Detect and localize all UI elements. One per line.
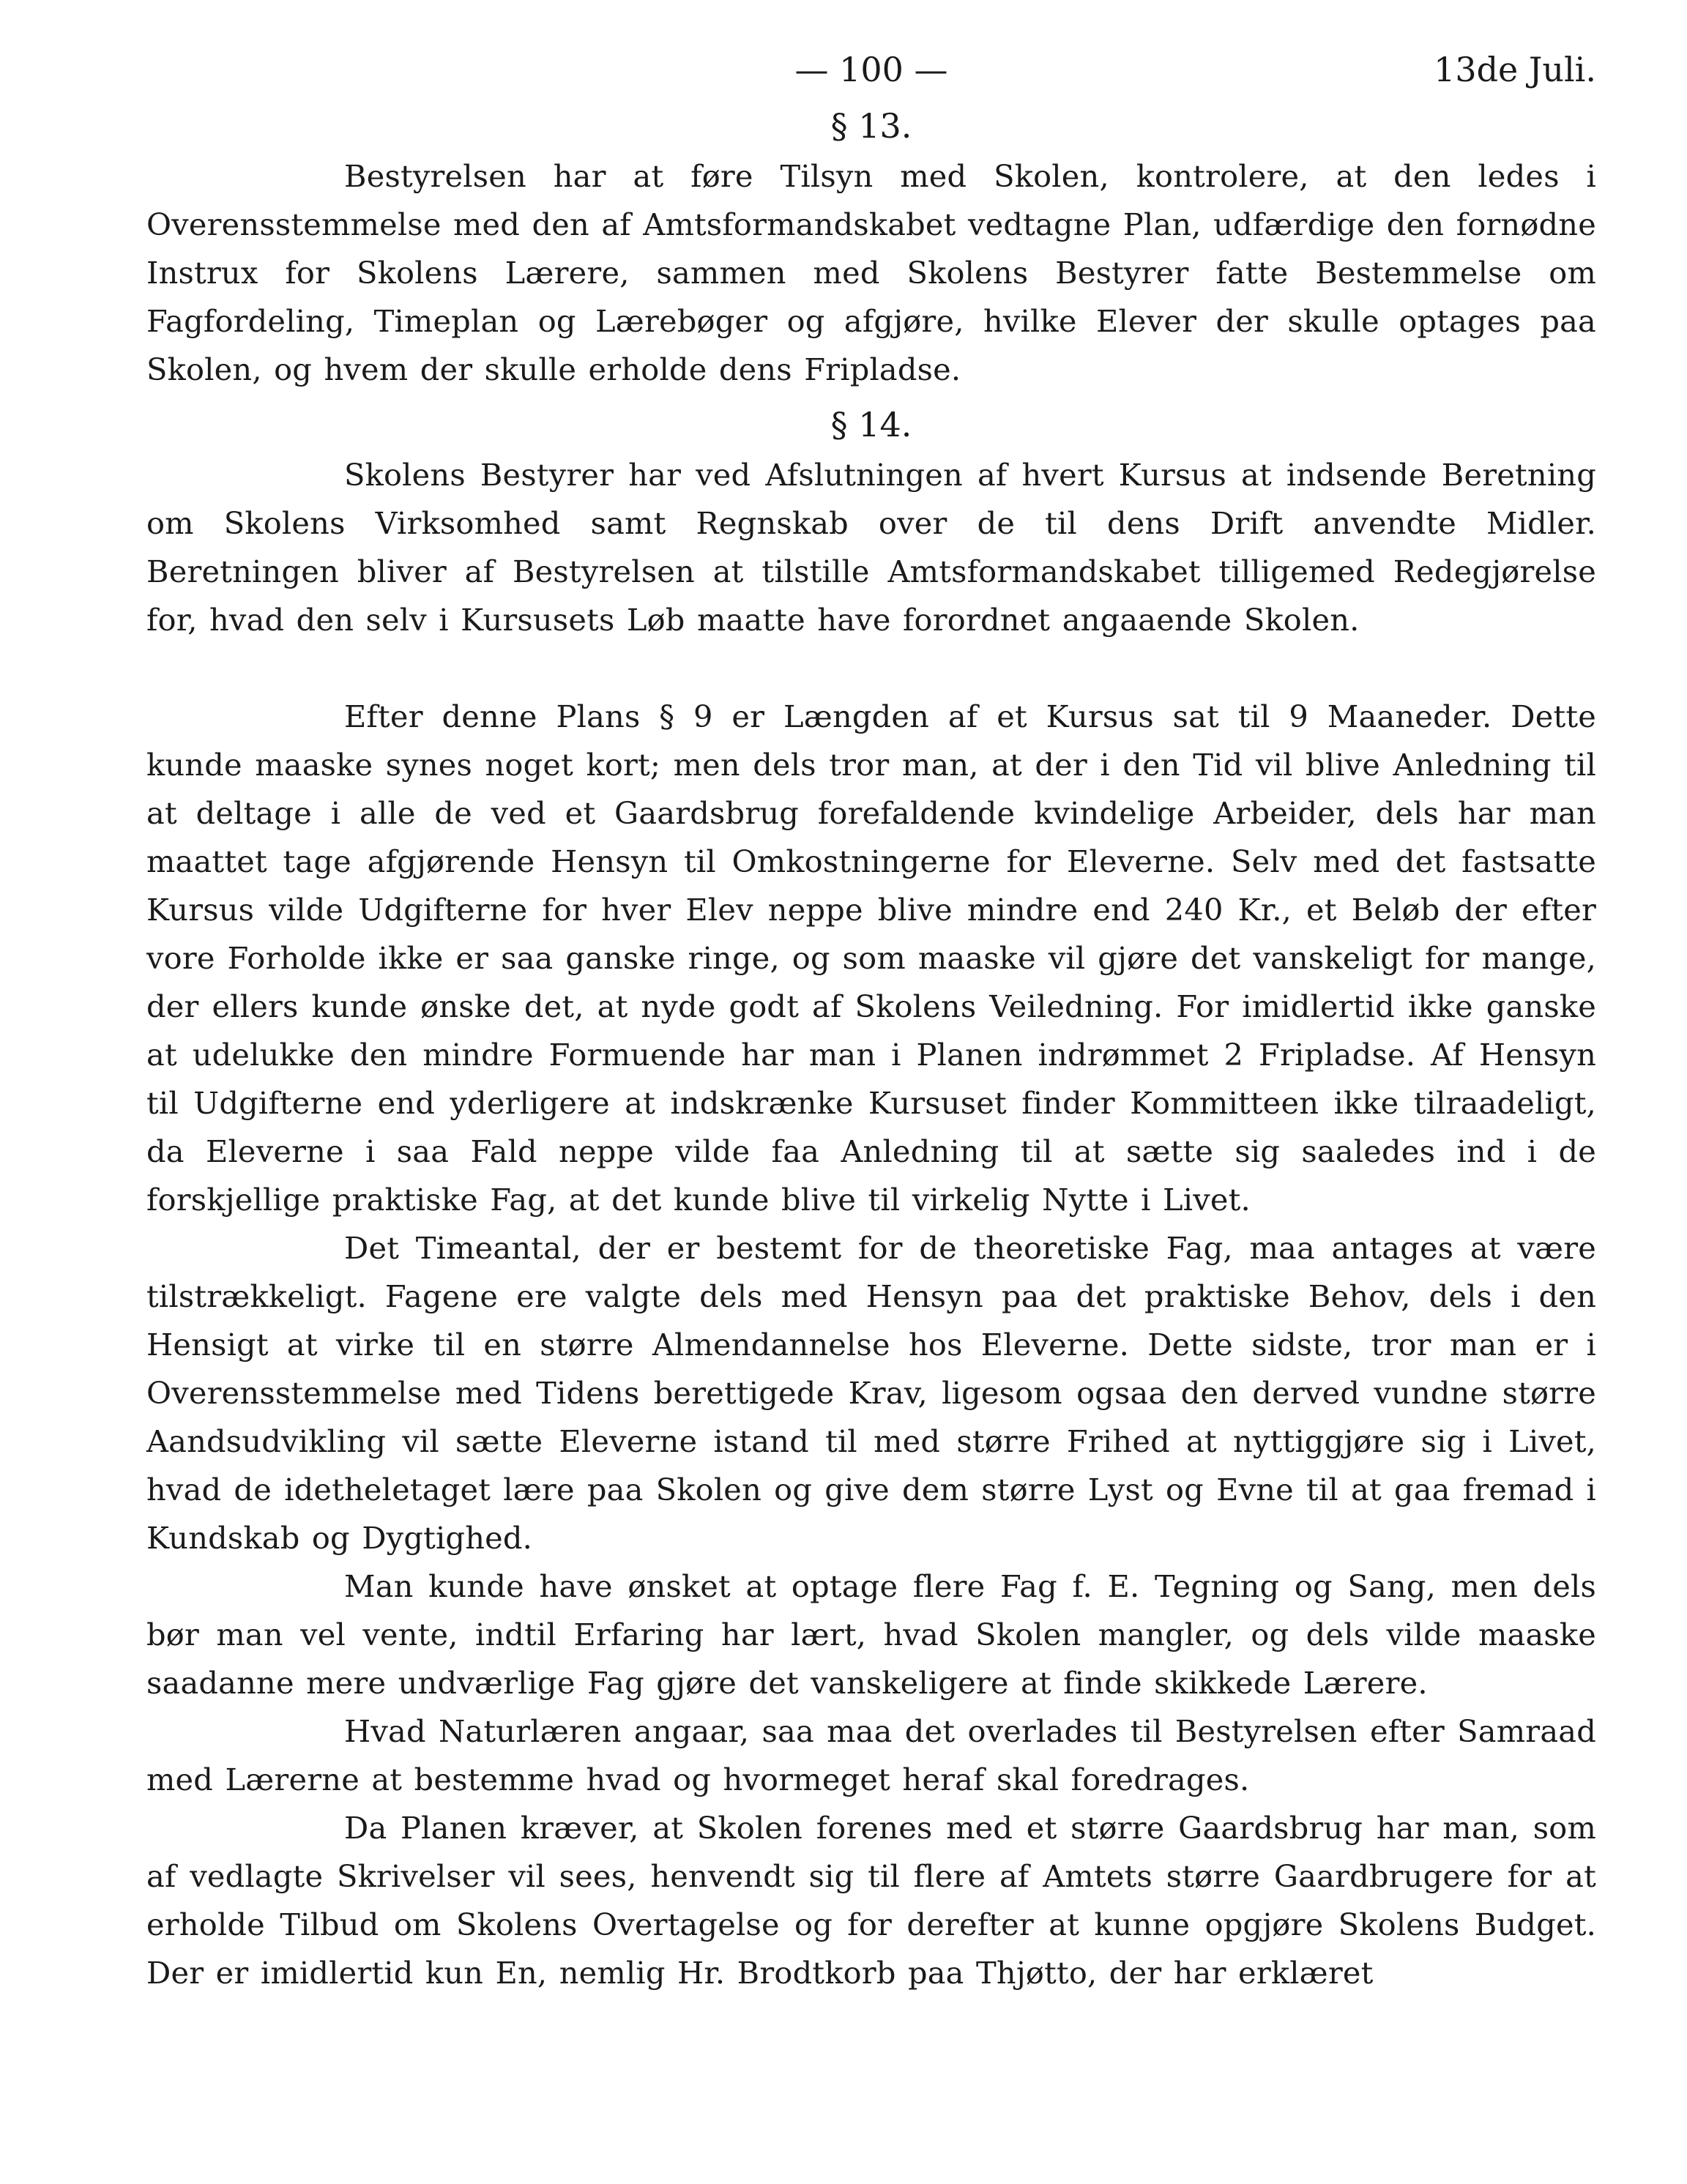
header-date: 13de Juli. [1434, 50, 1596, 89]
page-number: — 100 — [794, 50, 948, 89]
body-paragraph-4: Hvad Naturlæren angaar, saa maa det overlades til Bestyrelsen efter Samraad med Lærerne at bestemme hvad og hvormeget heraf skal foredrages. [146, 1713, 1596, 1797]
section-13-paragraph: Bestyrelsen har at føre Tilsyn med Skolen, kontrolere, at den ledes i Overensstemmelse med den af Amtsformandskabet vedtagne Plan, udfærdige den fornødne Instrux for Skolens Lærere, sammen med Skolens Bestyrer fatte Bestemmelse om Fagfordeling, Timeplan og Lærebøger og afgjøre, hvilke Elever der skulle optages paa Skolen, og hvem der skulle erholde dens Fripladse. [146, 158, 1596, 387]
body-paragraph-2: Det Timeantal, der er bestemt for de theoretiske Fag, maa antages at være tilstrækkeligt. Fagene ere valgte dels med Hensyn paa det praktiske Behov, dels i den Hensigt at virke til en større Almendannelse hos Eleverne. Dette sidste, tror man er i Overensstemmelse med Tidens berettigede Krav, ligesom ogsaa den derved vundne større Aandsudvikling vil sætte Eleverne istand til med større Frihed at nyttiggjøre sig i Livet, hvad de idetheletaget lære paa Skolen og give dem større Lyst og Evne til at gaa fremad i Kundskab og Dygtighed. [146, 1230, 1596, 1556]
body-paragraph-1: Efter denne Plans § 9 er Længden af et Kursus sat til 9 Maaneder. Dette kunde maaske synes noget kort; men dels tror man, at der i den Tid vil blive Anledning til at deltage i alle de ved et Gaardsbrug forefaldende kvindelige Arbeider, dels har man maattet tage afgjørende Hensyn til Omkostningerne for Eleverne. Selv med det fastsatte Kursus vilde Udgifterne for hver Elev neppe blive mindre end 240 Kr., et Beløb der efter vore Forholde ikke er saa ganske ringe, og som maaske vil gjøre det vanskeligt for mange, der ellers kunde ønske det, at nyde godt af Skolens Veiledning. For imidlertid ikke ganske at udelukke den mindre Formuende har man i Planen indrømmet 2 Fripladse. Af Hensyn til Udgifterne end yderligere at indskrænke Kursuset finder Kommitteen ikke tilraadeligt, da Eleverne i saa Fald neppe vilde faa Anledning til at sætte sig saaledes ind i de forskjellige praktiske Fag, at det kunde blive til virkelig Nytte i Livet. [146, 698, 1596, 1218]
section-13-title: § 13. [830, 106, 912, 146]
body-paragraph-3: Man kunde have ønsket at optage flere Fag f. E. Tegning og Sang, men dels bør man vel vente, indtil Erfaring har lært, hvad Skolen mangler, og dels vilde maaske saadanne mere undværlige Fag gjøre det vanskeligere at finde skikkede Lærere. [146, 1568, 1596, 1701]
section-14-paragraph: Skolens Bestyrer har ved Afslutningen af hvert Kursus at indsende Beretning om Skolens Virksomhed samt Regnskab over de til dens Drift anvendte Midler. Beretningen bliver af Bestyrelsen at tilstille Amtsformandskabet tilligemed Redegjørelse for, hvad den selv i Kursusets Løb maatte have forordnet angaaende Skolen. [146, 457, 1596, 638]
section-14-title: § 14. [830, 405, 912, 444]
body-paragraph-5: Da Planen kræver, at Skolen forenes med et større Gaardsbrug har man, som af vedlagte Skrivelser vil sees, henvendt sig til flere af Amtets større Gaardbrugere for at erholde Tilbud om Skolens Overtagelse og for derefter at kunne opgjøre Skolens Budget. Der er imidlertid kun En, nemlig Hr. Brodtkorb paa Thjøtto, der har erklæret [146, 1810, 1596, 1991]
page-header [146, 44, 1596, 95]
document-page [146, 44, 1596, 2138]
